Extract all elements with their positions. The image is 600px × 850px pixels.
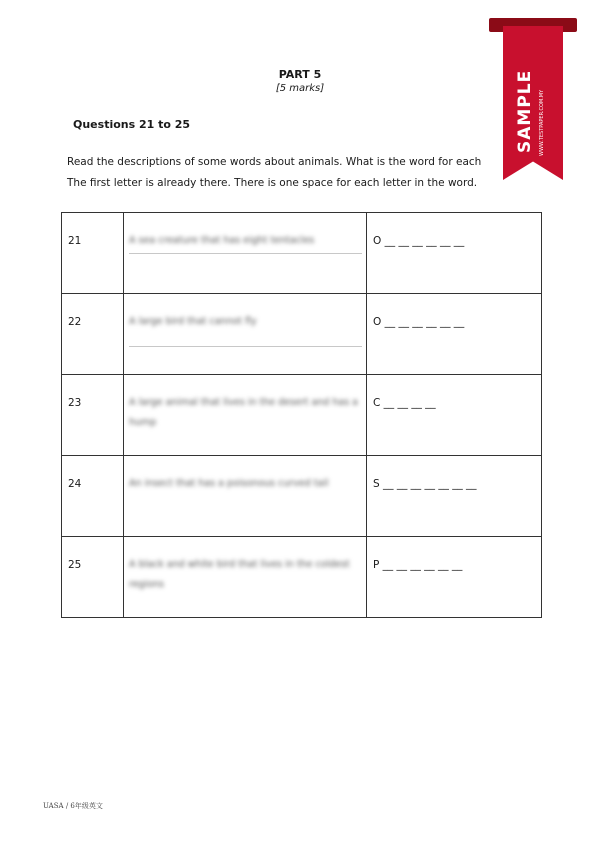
question-number: 24 [62,456,124,537]
page-footer: UASA / 6年级英文 [43,802,103,810]
part-title: PART 5 [278,68,322,81]
question-row [62,375,542,456]
part-marks: [5 marks] [275,83,325,94]
description-underline [129,346,362,347]
question-description-cell [124,294,367,375]
question-row [62,537,542,618]
question-description-cell [124,456,367,537]
instruction-line-2: The first letter is already there. There is one space for each letter in the word. [67,177,478,189]
question-description: A large animal that lives in the desert and has a hump [129,397,358,428]
answer-blanks[interactable]: P __ __ __ __ __ __ [367,537,542,618]
question-description-cell [124,537,367,618]
question-description-cell [124,375,367,456]
question-number: 22 [62,294,124,375]
question-number: 25 [62,537,124,618]
answer-blanks[interactable]: O __ __ __ __ __ __ [367,294,542,375]
question-number: 23 [62,375,124,456]
question-row [62,456,542,537]
ribbon-label: SAMPLE [515,69,535,153]
answer-blanks[interactable]: O __ __ __ __ __ __ [367,213,542,294]
answer-blanks[interactable]: C __ __ __ __ [367,375,542,456]
question-description-cell [124,213,367,294]
question-row [62,213,542,294]
question-description: A large bird that cannot fly [129,316,257,327]
sample-ribbon [503,18,563,180]
instruction-line-1: Read the descriptions of some words about animals. What is the word for each [67,156,482,168]
question-number: 21 [62,213,124,294]
question-table [61,212,542,618]
question-description: An insect that has a poisonous curved tail [129,478,329,489]
section-heading: Questions 21 to 25 [73,118,191,131]
question-description: A sea creature that has eight tentacles [129,235,315,246]
answer-blanks[interactable]: S __ __ __ __ __ __ __ [367,456,542,537]
ribbon-site: WWW.TESTPAPER.COM.MY [539,89,545,156]
question-description: A black and white bird that lives in the coldest regions [129,559,350,590]
description-underline [129,253,362,254]
question-row [62,294,542,375]
